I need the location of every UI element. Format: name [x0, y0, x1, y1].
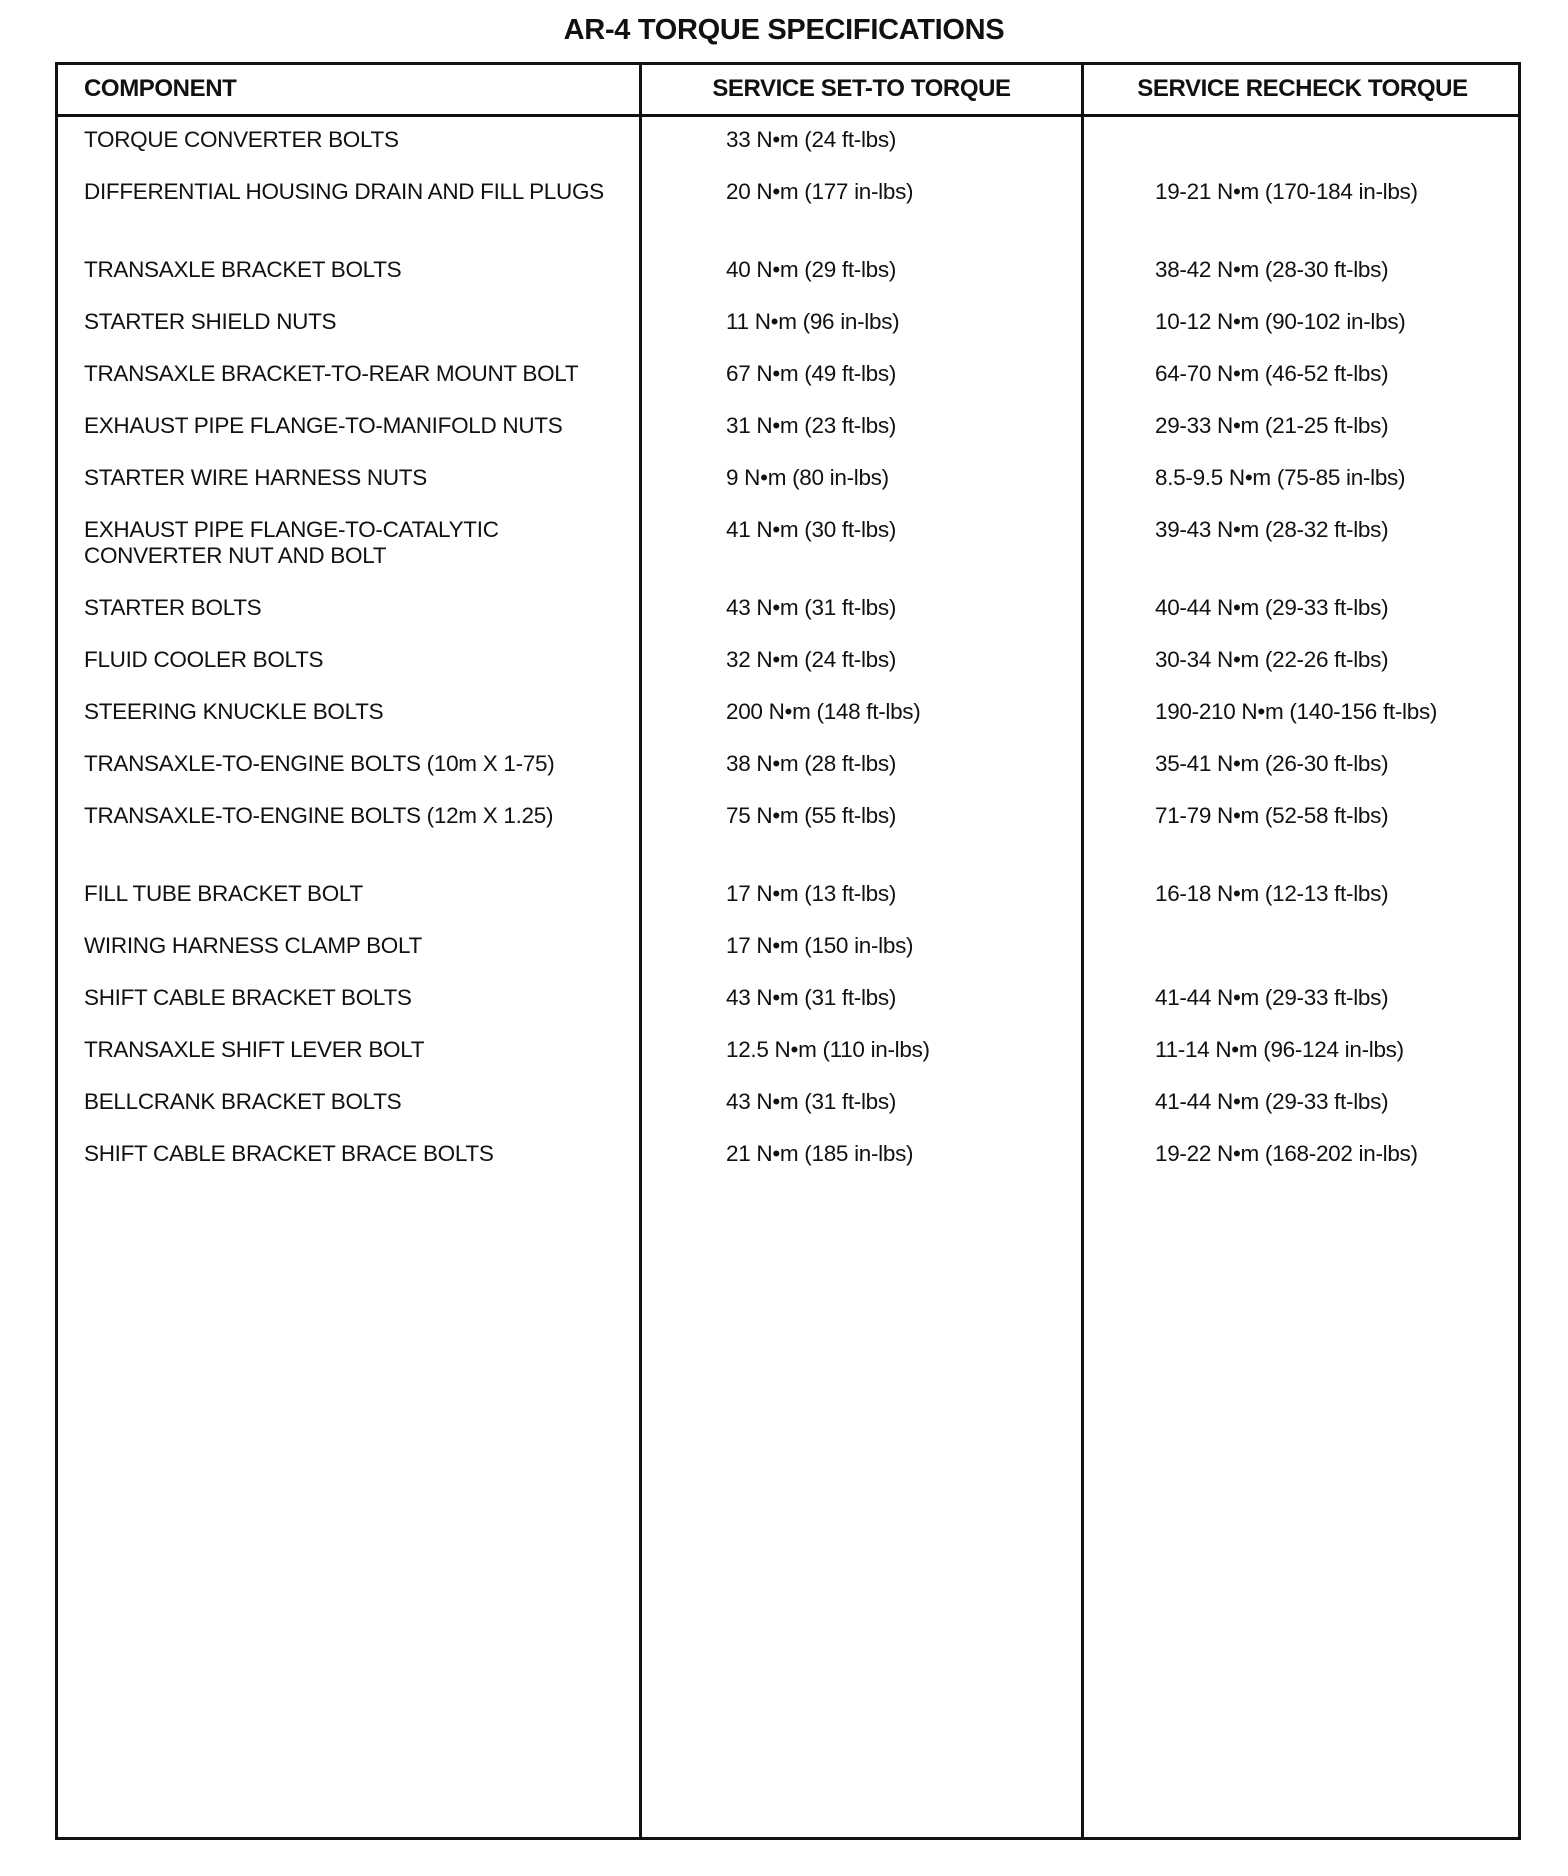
recheck-torque-cell: 64-70 N•m (46-52 ft-lbs) [1155, 361, 1389, 386]
component-cell: SHIFT CABLE BRACKET BRACE BOLTS [84, 1141, 494, 1166]
table-row [58, 117, 1518, 169]
component-cell: STEERING KNUCKLE BOLTS [84, 699, 384, 724]
recheck-torque-cell: 16-18 N•m (12-13 ft-lbs) [1155, 881, 1389, 906]
table-row [58, 975, 1518, 1027]
table-row [58, 793, 1518, 871]
component-cell: STARTER BOLTS [84, 595, 262, 620]
recheck-torque-cell: 11-14 N•m (96-124 in-lbs) [1155, 1037, 1404, 1062]
set-to-torque-cell: 20 N•m (177 in-lbs) [726, 179, 914, 204]
set-to-torque-cell: 43 N•m (31 ft-lbs) [726, 595, 897, 620]
set-to-torque-cell: 38 N•m (28 ft-lbs) [726, 751, 897, 776]
recheck-torque-cell [1055, 127, 1495, 169]
set-to-torque-cell: 17 N•m (150 in-lbs) [726, 933, 914, 958]
recheck-torque-cell: 8.5-9.5 N•m (75-85 in-lbs) [1155, 465, 1406, 490]
set-to-torque-cell: 43 N•m (31 ft-lbs) [726, 985, 897, 1010]
torque-spec-table [55, 62, 1521, 1840]
recheck-torque-cell: 30-34 N•m (22-26 ft-lbs) [1155, 647, 1389, 672]
set-to-torque-cell: 41 N•m (30 ft-lbs) [726, 517, 897, 542]
recheck-torque-cell: 41-44 N•m (29-33 ft-lbs) [1155, 985, 1389, 1010]
recheck-torque-cell: 41-44 N•m (29-33 ft-lbs) [1155, 1089, 1389, 1114]
set-to-torque-cell: 11 N•m (96 in-lbs) [726, 309, 900, 334]
set-to-torque-cell: 32 N•m (24 ft-lbs) [726, 647, 897, 672]
recheck-torque-cell: 10-12 N•m (90-102 in-lbs) [1155, 309, 1406, 334]
table-row [58, 741, 1518, 793]
recheck-torque-cell: 190-210 N•m (140-156 ft-lbs) [1155, 699, 1438, 724]
component-cell: TRANSAXLE-TO-ENGINE BOLTS (10m X 1-75) [84, 751, 555, 776]
component-cell: FLUID COOLER BOLTS [84, 647, 324, 672]
table-row [58, 403, 1518, 455]
component-cell: SHIFT CABLE BRACKET BOLTS [84, 985, 412, 1010]
set-to-torque-cell: 31 N•m (23 ft-lbs) [726, 413, 897, 438]
table-body [58, 117, 1518, 1183]
table-row [58, 299, 1518, 351]
component-cell: EXHAUST PIPE FLANGE-TO-CATALYTIC CONVERTER NUT AND BOLT [84, 517, 499, 568]
set-to-torque-cell: 12.5 N•m (110 in-lbs) [726, 1037, 930, 1062]
table-row [58, 923, 1518, 975]
table-row [58, 1079, 1518, 1131]
component-cell: TRANSAXLE BRACKET-TO-REAR MOUNT BOLT [84, 361, 579, 386]
set-to-torque-cell: 21 N•m (185 in-lbs) [726, 1141, 914, 1166]
table-row [58, 351, 1518, 403]
recheck-torque-cell [1055, 933, 1495, 975]
table-row [58, 455, 1518, 507]
component-cell: TORQUE CONVERTER BOLTS [84, 127, 399, 152]
table-row [58, 637, 1518, 689]
table-row [58, 585, 1518, 637]
table-row [58, 871, 1518, 923]
set-to-torque-cell: 33 N•m (24 ft-lbs) [726, 127, 897, 152]
component-cell: TRANSAXLE BRACKET BOLTS [84, 257, 402, 282]
recheck-torque-cell: 38-42 N•m (28-30 ft-lbs) [1155, 257, 1389, 282]
table-row [58, 169, 1518, 247]
page-title: AR-4 TORQUE SPECIFICATIONS [563, 14, 1005, 46]
component-cell: WIRING HARNESS CLAMP BOLT [84, 933, 422, 958]
component-cell: STARTER SHIELD NUTS [84, 309, 337, 334]
recheck-torque-cell: 39-43 N•m (28-32 ft-lbs) [1155, 517, 1389, 542]
table-row [58, 1027, 1518, 1079]
recheck-torque-cell: 19-22 N•m (168-202 in-lbs) [1155, 1141, 1418, 1166]
table-header-row [58, 65, 1518, 117]
recheck-torque-cell: 71-79 N•m (52-58 ft-lbs) [1155, 803, 1389, 828]
component-cell: TRANSAXLE-TO-ENGINE BOLTS (12m X 1.25) [84, 803, 554, 828]
recheck-torque-cell: 19-21 N•m (170-184 in-lbs) [1155, 179, 1418, 204]
recheck-torque-cell: 40-44 N•m (29-33 ft-lbs) [1155, 595, 1389, 620]
table-row [58, 507, 1518, 585]
component-cell: TRANSAXLE SHIFT LEVER BOLT [84, 1037, 425, 1062]
component-cell: EXHAUST PIPE FLANGE-TO-MANIFOLD NUTS [84, 413, 563, 438]
set-to-torque-cell: 43 N•m (31 ft-lbs) [726, 1089, 897, 1114]
column-header-recheck-torque: SERVICE RECHECK TORQUE [1137, 75, 1468, 102]
set-to-torque-cell: 9 N•m (80 in-lbs) [726, 465, 889, 490]
set-to-torque-cell: 40 N•m (29 ft-lbs) [726, 257, 897, 282]
column-divider [639, 65, 642, 1837]
column-divider [1081, 65, 1084, 1837]
component-cell: FILL TUBE BRACKET BOLT [84, 881, 363, 906]
set-to-torque-cell: 67 N•m (49 ft-lbs) [726, 361, 897, 386]
set-to-torque-cell: 200 N•m (148 ft-lbs) [726, 699, 921, 724]
set-to-torque-cell: 75 N•m (55 ft-lbs) [726, 803, 897, 828]
table-row [58, 247, 1518, 299]
recheck-torque-cell: 29-33 N•m (21-25 ft-lbs) [1155, 413, 1389, 438]
column-header-set-to-torque: SERVICE SET-TO TORQUE [712, 75, 1011, 102]
column-header-component: COMPONENT [84, 75, 237, 102]
table-row [58, 689, 1518, 741]
component-cell: BELLCRANK BRACKET BOLTS [84, 1089, 402, 1114]
set-to-torque-cell: 17 N•m (13 ft-lbs) [726, 881, 897, 906]
component-cell: DIFFERENTIAL HOUSING DRAIN AND FILL PLUGS [84, 179, 604, 204]
table-row [58, 1131, 1518, 1183]
recheck-torque-cell: 35-41 N•m (26-30 ft-lbs) [1155, 751, 1389, 776]
component-cell: STARTER WIRE HARNESS NUTS [84, 465, 427, 490]
